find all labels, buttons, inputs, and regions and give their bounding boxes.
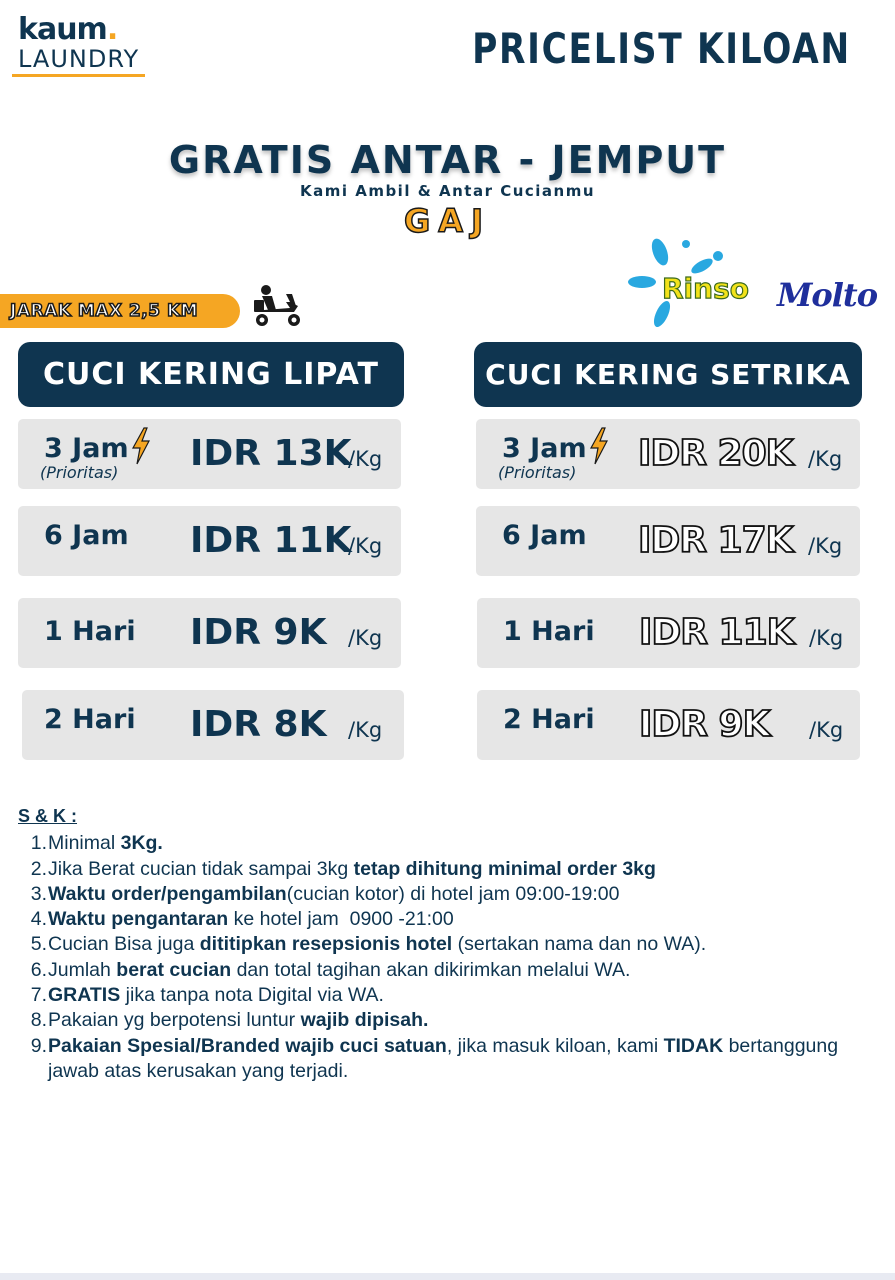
price-row	[18, 506, 401, 576]
brand-name-top: kaum	[18, 12, 107, 47]
promo-title: GRATIS ANTAR - JEMPUT	[168, 138, 727, 182]
duration-label: 1 Hari	[503, 616, 595, 647]
terms-item: 4. Waktu pengantaran ke hotel jam 0900 -21:00	[30, 908, 454, 931]
priority-note: (Prioritas)	[498, 463, 577, 482]
price-row	[18, 419, 401, 489]
rinso-logo	[628, 236, 758, 332]
price-row	[477, 690, 860, 760]
brand-logo	[12, 14, 147, 77]
duration-label: 6 Jam	[44, 520, 129, 551]
price-row	[476, 419, 860, 489]
duration-label: 3 Jam	[502, 433, 587, 464]
page-title: PRICELIST KILOAN	[472, 24, 851, 73]
terms-and-conditions	[18, 804, 888, 1084]
lightning-icon	[589, 427, 609, 465]
bottom-band	[0, 1273, 895, 1280]
scooter-delivery-icon	[250, 280, 304, 330]
price-unit: /Kg	[809, 626, 844, 650]
price-unit: /Kg	[348, 626, 383, 650]
terms-item: 9. Pakaian Spesial/Branded wajib cuci satuan, jika masuk kiloan, kami TIDAK bertanggung jawab atas kerusakan yang terjadi.	[30, 1034, 839, 1082]
molto-logo: Molto	[777, 276, 878, 314]
section-cuci-kering-lipat	[18, 342, 404, 407]
price-unit: /Kg	[808, 534, 843, 558]
price-unit: /Kg	[348, 447, 383, 471]
price-value: IDR 11K	[190, 520, 352, 561]
section-cuci-kering-setrika	[474, 342, 862, 407]
section-title: CUCI KERING LIPAT	[18, 342, 404, 407]
distance-badge: JARAK MAX 2,5 KM	[0, 294, 240, 328]
terms-item: 3. Waktu order/pengambilan(cucian kotor) di hotel jam 09:00-19:00	[30, 882, 620, 905]
price-value: IDR 8K	[190, 704, 327, 745]
terms-item: 6. Jumlah berat cucian dan total tagihan akan dikirimkan melalui WA.	[30, 958, 631, 981]
terms-item: 1. Minimal 3Kg.	[30, 832, 163, 855]
duration-label: 2 Hari	[44, 704, 136, 735]
promo-subtitle: Kami Ambil & Antar Cucianmu	[299, 182, 596, 200]
duration-label: 6 Jam	[502, 520, 587, 551]
section-title: CUCI KERING SETRIKA	[474, 342, 862, 407]
brand-name-dot: .	[106, 12, 118, 47]
price-unit: /Kg	[808, 447, 843, 471]
price-row	[18, 598, 401, 668]
price-value: IDR 11K	[639, 612, 794, 653]
terms-item: 2. Jika Berat cucian tidak sampai 3kg tetap dihitung minimal order 3kg	[30, 857, 656, 880]
duration-label: 3 Jam	[44, 433, 129, 464]
price-value: IDR 9K	[190, 612, 327, 653]
price-unit: /Kg	[809, 718, 844, 742]
price-value: IDR 13K	[190, 433, 352, 474]
terms-item: 5. Cucian Bisa juga dititipkan resepsionis hotel (sertakan nama dan no WA).	[30, 933, 707, 956]
price-row	[476, 506, 860, 576]
price-value: IDR 17K	[638, 520, 793, 561]
price-unit: /Kg	[348, 534, 383, 558]
rinso-text: Rinso	[662, 272, 749, 305]
brand-name-bottom: LAUNDRY	[18, 45, 140, 73]
lightning-icon	[131, 427, 151, 465]
duration-label: 1 Hari	[44, 616, 136, 647]
terms-item: 8. Pakaian yg berpotensi luntur wajib dipisah.	[30, 1009, 429, 1032]
terms-heading: S & K :	[18, 806, 78, 826]
price-row	[22, 690, 404, 760]
priority-note: (Prioritas)	[40, 463, 119, 482]
terms-list	[18, 831, 888, 1084]
terms-item: 7. GRATIS jika tanpa nota Digital via WA.	[30, 984, 384, 1007]
promo-code: GAJ	[404, 202, 491, 240]
duration-label: 2 Hari	[503, 704, 595, 735]
price-unit: /Kg	[348, 718, 383, 742]
brand-underline	[12, 74, 145, 77]
price-value: IDR 9K	[639, 704, 770, 745]
price-value: IDR 20K	[638, 433, 793, 474]
price-row	[477, 598, 860, 668]
